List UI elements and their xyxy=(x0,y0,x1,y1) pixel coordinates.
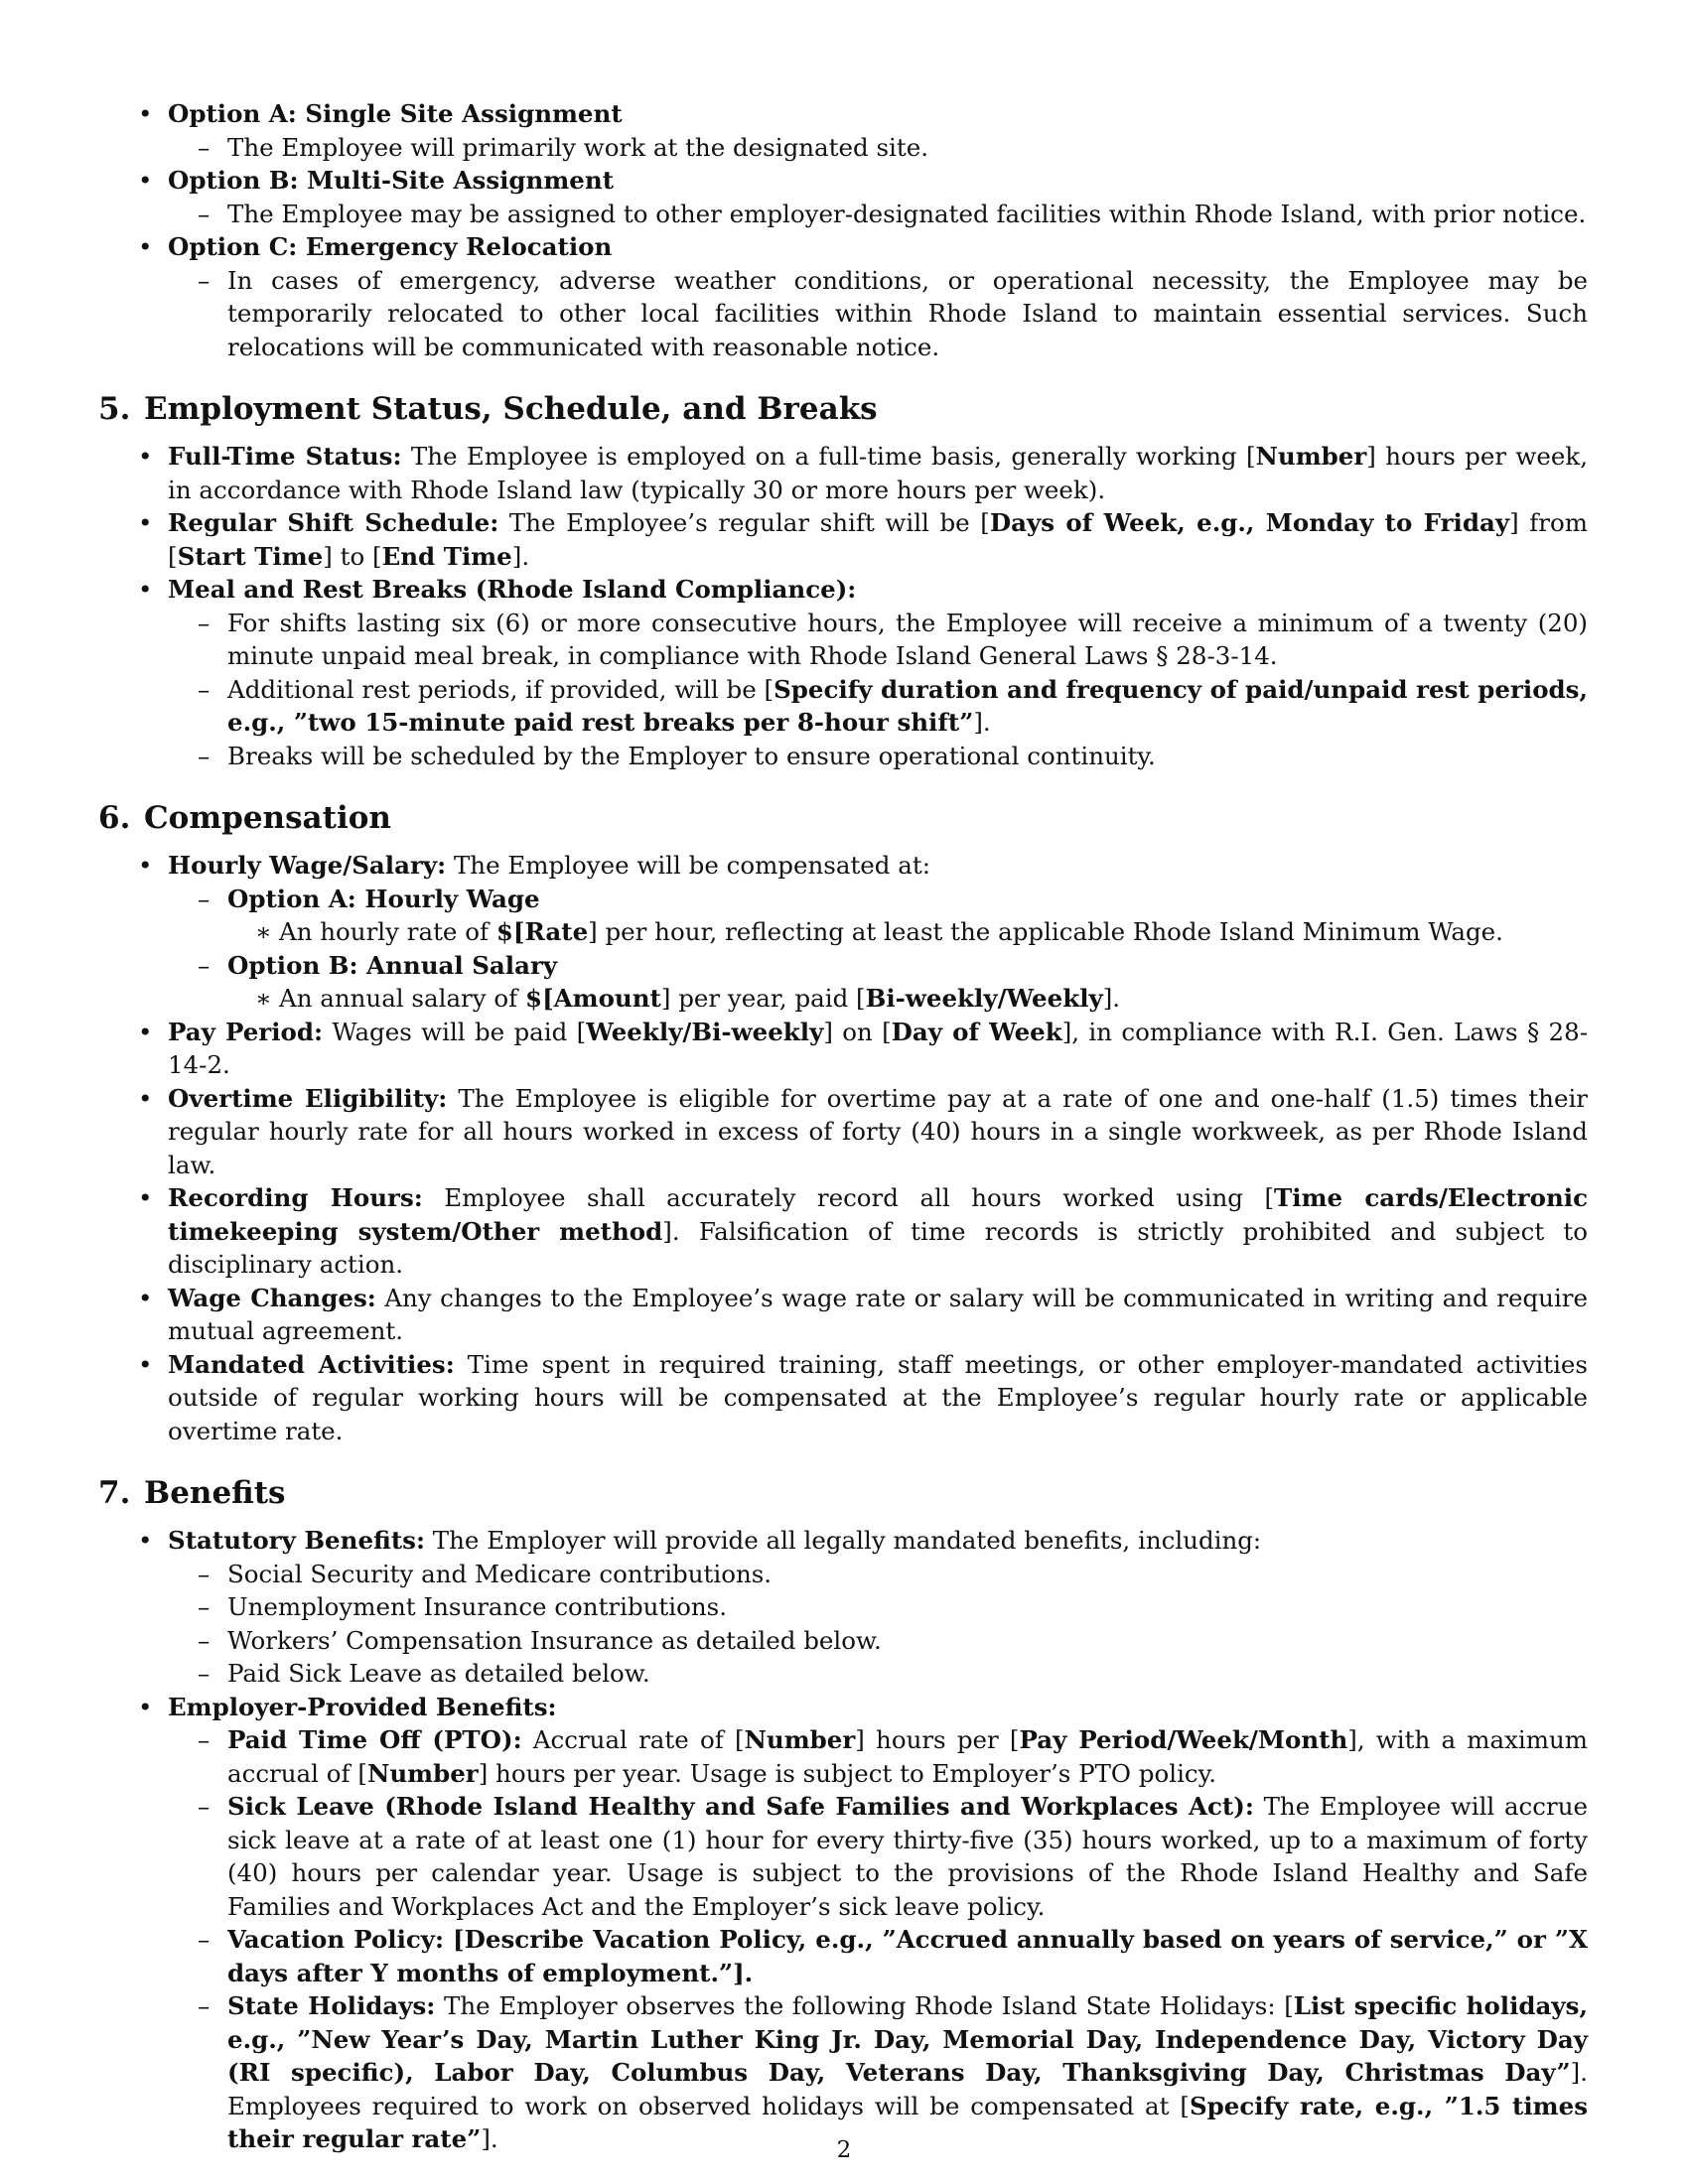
document-body xyxy=(98,97,1588,2156)
section-6-list xyxy=(98,849,1588,1447)
list-item: – Unemployment Insurance contributions. xyxy=(168,1590,1588,1624)
list-item: • Employer-Provided Benefits: – Paid Time Off (PTO): Accrual rate of [Number] hours per [Pay Period/Week/Month], with a maximum accrual of [Number] hours per year. Usage is subject to Employer’s PTO policy. – Sick Leave (Rhode Island Healthy and Safe Families and Workplaces Act): The Employee will accrue sick leave at a rate of at least one (1) hour for every thirty-five (35) hours worked, up to a maximum of forty (40) hours per calendar year. Usage is subject to the provisions of the Rhode Island Healthy and Safe Families and Workplaces Act and the Employer’s sick leave policy. – Vacation Policy: [Describe Vacation Policy, e.g., ”Accrued annually based on years of service,” or ”X days after Y months of employment.”]. – State Holidays: The Employer observes the following Rhode Island State Holidays: [List specific holidays, e.g., ”New Year’s Day, Martin Luther King Jr. Day, Memorial Day, Independence Day, Victory Day (RI specific), Labor Day, Columbus Day, Veterans Day, Thanksgiving Day, Christmas Day”]. Employees required to work on observed holidays will be compensated at [Specify rate, e.g., ”1.5 times their regular rate”]. xyxy=(98,1691,1588,2156)
list-item: – The Employee will primarily work at the designated site. xyxy=(168,131,1588,165)
site-options-list xyxy=(98,97,1588,363)
section-heading: 5. Employment Status, Schedule, and Breaks xyxy=(98,391,878,427)
list-item: – Social Security and Medicare contributions. xyxy=(168,1558,1588,1591)
list-item xyxy=(98,97,1588,164)
option-title: Option B: Multi-Site Assignment xyxy=(168,166,615,195)
list-item: – Breaks will be scheduled by the Employer to ensure operational continuity. xyxy=(168,740,1588,773)
page-number: 2 xyxy=(836,2137,852,2163)
section-5-list xyxy=(98,440,1588,772)
list-item: – In cases of emergency, adverse weather conditions, or operational necessity, the Employee may be temporarily relocated to other local facilities within Rhode Island to maintain essential services. Such relocations will be communicated with reasonable notice. xyxy=(168,264,1588,364)
list-item: • Overtime Eligibility: The Employee is eligible for overtime pay at a rate of one and one-half (1.5) times their regular hourly rate for all hours worked in excess of forty (40) hours in a single workweek, as per Rhode Island law. xyxy=(98,1082,1588,1182)
list-item: – Workers’ Compensation Insurance as detailed below. xyxy=(168,1624,1588,1658)
list-item: • Mandated Activities: Time spent in required training, staff meetings, or other employer-mandated activities outside of regular working hours will be compensated at the Employee’s regular hourly rate or applicable overtime rate. xyxy=(98,1348,1588,1448)
list-item: • Full-Time Status: The Employee is employed on a full-time basis, generally working [Number] hours per week, in accordance with Rhode Island law (typically 30 or more hours per week). xyxy=(98,440,1588,506)
list-item: • Pay Period: Wages will be paid [Weekly/Bi-weekly] on [Day of Week], in compliance with R.I. Gen. Laws § 28-14-2. xyxy=(98,1016,1588,1082)
section-heading: 6. Compensation xyxy=(98,800,391,836)
list-item: – Sick Leave (Rhode Island Healthy and Safe Families and Workplaces Act): The Employee will accrue sick leave at a rate of at least one (1) hour for every thirty-five (35) hours worked, up to a maximum of forty (40) hours per calendar year. Usage is subject to the provisions of the Rhode Island Healthy and Safe Families and Workplaces Act and the Employer’s sick leave policy. xyxy=(168,1790,1588,1923)
list-item: • Hourly Wage/Salary: The Employee will be compensated at: – Option A: Hourly Wage ∗ An hourly rate of $[Rate] per hour, reflecting at least the applicable Rhode Island Minimum Wage. – Option B: Annual Salary ∗ An annual salary of $[Amount] per year, paid [Bi-weekly/Weekly]. xyxy=(98,849,1588,1016)
list-item: • Recording Hours: Employee shall accurately record all hours worked using [Time cards/Electronic timekeeping system/Other method]. Falsification of time records is strictly prohibited and subject to disciplinary action. xyxy=(98,1181,1588,1282)
list-item: – The Employee may be assigned to other employer-designated facilities within Rhode Island, with prior notice. xyxy=(168,198,1588,231)
list-item: • Wage Changes: Any changes to the Employee’s wage rate or salary will be communicated in writing and require mutual agreement. xyxy=(98,1282,1588,1348)
option-title: Option A: Single Site Assignment xyxy=(168,99,623,128)
list-item: – Option B: Annual Salary ∗ An annual salary of $[Amount] per year, paid [Bi-weekly/Weekly]. xyxy=(168,949,1588,1016)
list-item: • Regular Shift Schedule: The Employee’s regular shift will be [Days of Week, e.g., Monday to Friday] from [Start Time] to [End Time]. xyxy=(98,506,1588,573)
list-item: ∗ An hourly rate of $[Rate] per hour, reflecting at least the applicable Rhode Island Minimum Wage. xyxy=(227,915,1588,949)
list-item: – Paid Time Off (PTO): Accrual rate of [Number] hours per [Pay Period/Week/Month], with a maximum accrual of [Number] hours per year. Usage is subject to Employer’s PTO policy. xyxy=(168,1723,1588,1790)
option-title: Option C: Emergency Relocation xyxy=(168,232,613,261)
list-item: ∗ An annual salary of $[Amount] per year, paid [Bi-weekly/Weekly]. xyxy=(227,982,1588,1016)
list-item: – Additional rest periods, if provided, will be [Specify duration and frequency of paid/unpaid rest periods, e.g., ”two 15-minute paid rest breaks per 8-hour shift”]. xyxy=(168,673,1588,740)
section-7-list xyxy=(98,1524,1588,2156)
list-item: – For shifts lasting six (6) or more consecutive hours, the Employee will receive a minimum of a twenty (20) minute unpaid meal break, in compliance with Rhode Island General Laws § 28-3-14. xyxy=(168,607,1588,673)
list-item: – Option A: Hourly Wage ∗ An hourly rate of $[Rate] per hour, reflecting at least the applicable Rhode Island Minimum Wage. xyxy=(168,883,1588,949)
list-item xyxy=(98,164,1588,230)
list-item: – State Holidays: The Employer observes the following Rhode Island State Holidays: [List specific holidays, e.g., ”New Year’s Day, Martin Luther King Jr. Day, Memorial Day, Independence Day, Victory Day (RI specific), Labor Day, Columbus Day, Veterans Day, Thanksgiving Day, Christmas Day”]. Employees required to work on observed holidays will be compensated at [Specify rate, e.g., ”1.5 times their regular rate”]. xyxy=(168,1989,1588,2156)
section-heading: 7. Benefits xyxy=(98,1475,286,1511)
list-item xyxy=(98,230,1588,363)
list-item: – Vacation Policy: [Describe Vacation Policy, e.g., ”Accrued annually based on years of service,” or ”X days after Y months of employment.”]. xyxy=(168,1923,1588,1989)
list-item: • Statutory Benefits: The Employer will provide all legally mandated benefits, including: – Social Security and Medicare contributions. – Unemployment Insurance contributions. – Workers’ Compensation Insurance as detailed below. – Paid Sick Leave as detailed below. xyxy=(98,1524,1588,1691)
list-item: – Paid Sick Leave as detailed below. xyxy=(168,1657,1588,1691)
list-item: • Meal and Rest Breaks (Rhode Island Compliance): – For shifts lasting six (6) or more consecutive hours, the Employee will receive a minimum of a twenty (20) minute unpaid meal break, in compliance with Rhode Island General Laws § 28-3-14. – Additional rest periods, if provided, will be [Specify duration and frequency of paid/unpaid rest periods, e.g., ”two 15-minute paid rest breaks per 8-hour shift”]. – Breaks will be scheduled by the Employer to ensure operational continuity. xyxy=(98,573,1588,772)
